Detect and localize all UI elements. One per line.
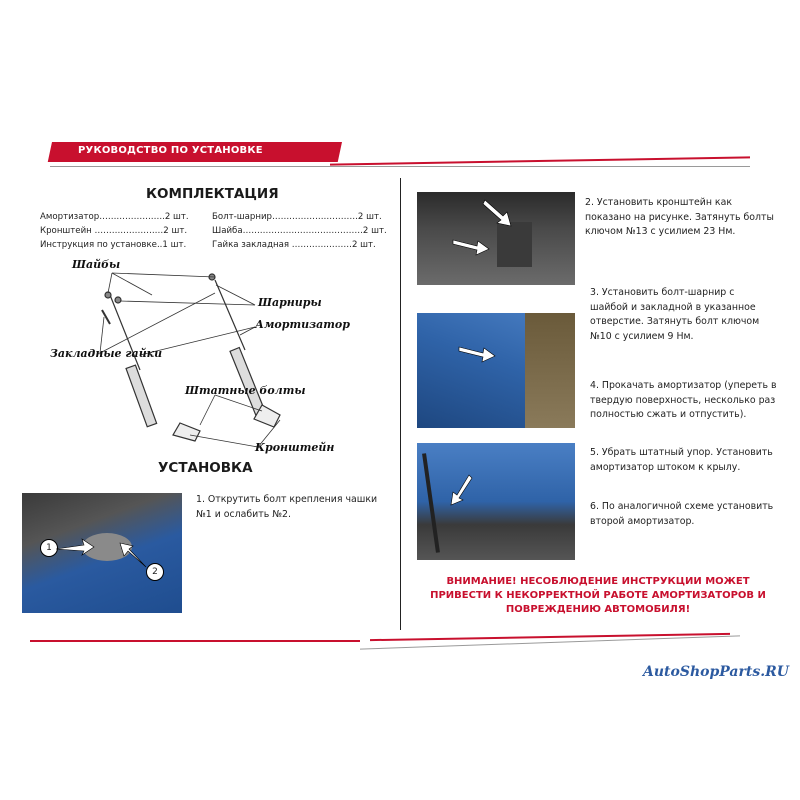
step-6: 6. По аналогичной схеме установить второй амортизатор. [590,501,774,527]
label-hinges: Шарниры [258,296,322,309]
washer [115,297,121,303]
kit-item: Гайка закладная …………………2 шт. [212,240,376,250]
arrow-icon [417,192,575,285]
photo-step-1 [22,493,182,613]
header-line-grey [50,166,750,167]
watermark-logo: AutoShopParts.RU [643,664,789,680]
marker-2: 2 [146,563,164,581]
page-title: РУКОВОДСТВО ПО УСТАНОВКЕ [78,145,263,156]
kit-item: Амортизатор…………………..2 шт. [40,212,189,222]
header-line [330,156,750,165]
arrow-icon [417,313,575,428]
label-bracket: Кронштейн [255,441,335,454]
warning-text: ВНИМАНИЕ! НЕСОБЛЮДЕНИЕ ИНСТРУКЦИИ МОЖЕТ ПРИВЕСТИ К НЕКОРРЕКТНОЙ РАБОТЕ АМОРТИЗАТОРОВ И ПОВРЕЖДЕНИЮ АВТОМОБИЛЯ! [430,576,766,615]
photo-step-5 [417,443,575,560]
photo-step-3 [417,313,575,428]
marker-1: 1 [40,539,58,557]
footer-line [30,640,360,642]
step-3: 3. Установить болт-шарнир с шайбой и закладной в указанное отверстие. Затянуть болт ключом №10 с усилием 9 Нм. [590,287,760,342]
label-shock: Амортизатор [255,318,350,331]
kit-title: КОМПЛЕКТАЦИЯ [146,186,279,202]
step-4: 4. Прокачать амортизатор (упереть в твердую поверхность, несколько раз полностью сжать и отпустить). [590,380,777,420]
step-2: 2. Установить кронштейн как показано на рисунке. Затянуть болты ключом №13 с усилием 23 Нм. [585,197,774,237]
label-nuts: Закладные гайки [50,347,163,360]
column-divider [400,178,401,630]
label-bolts: Штатные болты [185,384,306,397]
shock-rod-right [215,280,245,350]
arrow-icon [22,493,182,613]
kit-item: Шайба……………………………………2 шт. [212,226,387,236]
shock-body-left [126,365,157,427]
step-5: 5. Убрать штатный упор. Установить амортизатор штоком к крылу. [590,447,773,473]
parts-diagram [40,255,360,465]
bracket-left [173,423,200,441]
kit-item: Инструкция по установке..1 шт. [40,240,187,250]
kit-item: Болт-шарнир…………………………2 шт. [212,212,382,222]
install-title: УСТАНОВКА [158,460,253,476]
label-washers: Шайбы [72,258,121,271]
step-1: 1. Открутить болт крепления чашки №1 и ослабить №2. [196,494,378,520]
arrow-icon [417,443,575,560]
photo-step-2 [417,192,575,285]
kit-item: Кронштейн ……………………2 шт. [40,226,188,236]
